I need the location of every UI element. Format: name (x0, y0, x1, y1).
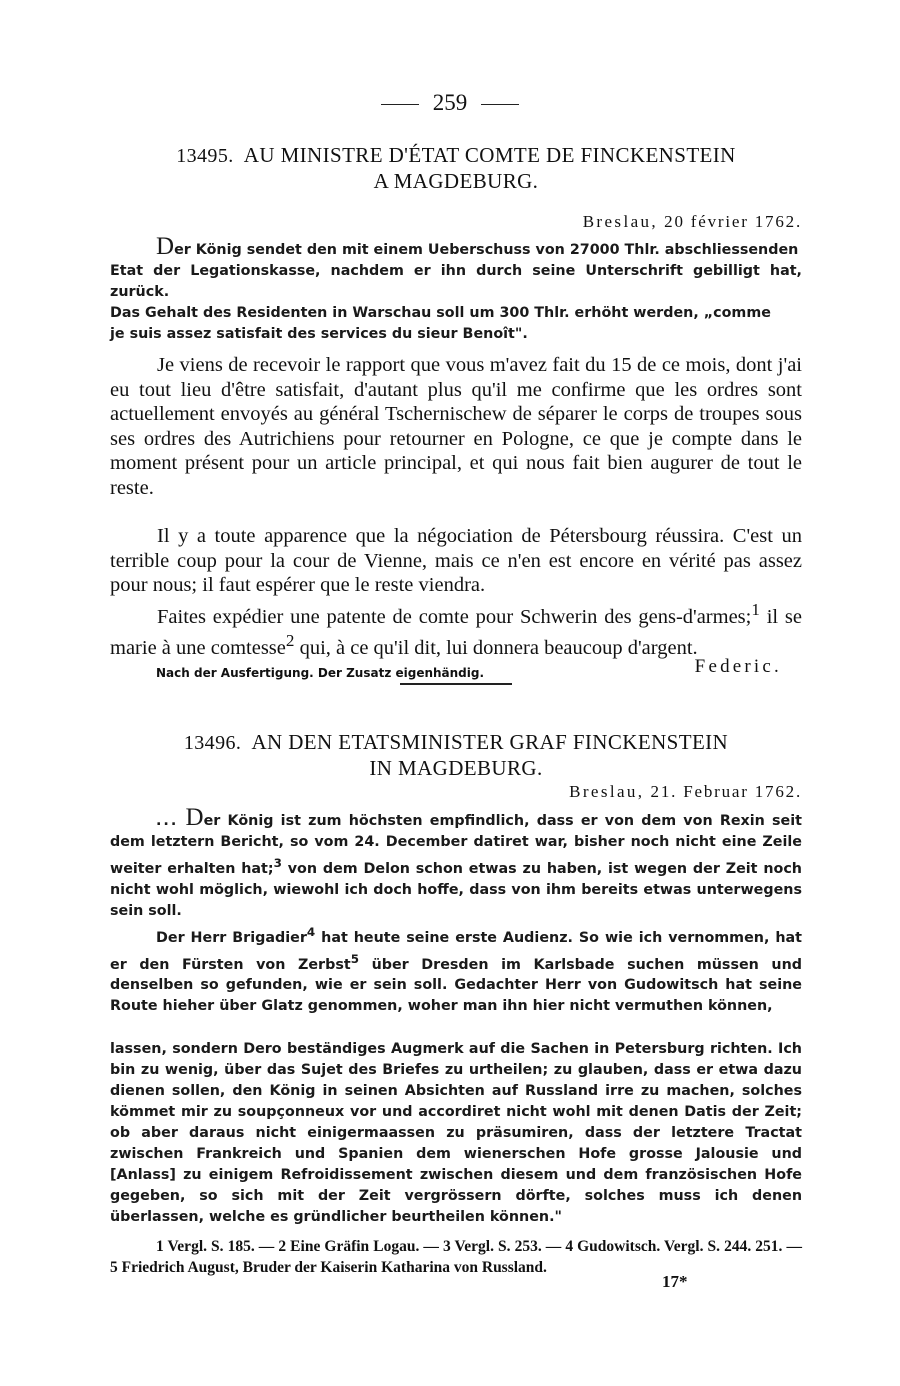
paragraph: Il y a toute apparence que la négociation de Pétersbourg réussira. C'est un terrible coup pour la cour de Vienne, mais ce n'en est encore en vérité pas assez pour nous; il faut espérer que le reste viendra. (110, 525, 802, 596)
footnote-text: 1 Vergl. S. 185. — 2 Eine Gräfin Logau. — 3 Vergl. S. 253. — 4 Gudowitsch. Vergl. S. 244. 251. — 5 Friedrich August, Bruder der Kaiserin Katharina von Russland. (110, 1238, 802, 1277)
letter-title-line1: AN DEN ETATSMINISTER GRAF FINCKENSTEIN (251, 730, 729, 754)
printer-signature: 17* (662, 1272, 688, 1291)
letter-13496 (110, 730, 802, 1278)
header-dash-right (481, 104, 519, 106)
footnote-ref: 1 (751, 599, 760, 619)
paragraph: Je viens de recevoir le rapport que vous m'avez fait du 15 de ce mois, dont j'ai eu tout lieu d'être satisfait, d'autant plus qu'il me confirme que les ordres sont actuellement envoyés au général Tschernischew de séparer le corps de troupes sous ses ordres des Autrichiens pour retourner en Pologne, ce que je compte dans le moment présent pour un article principal, et qui nous fait bien augurer de tout le reste. (110, 354, 802, 499)
page-number: 259 (432, 90, 468, 115)
letter-title-line2: A MAGDEBURG. (373, 169, 539, 193)
letter-date (110, 211, 802, 233)
editorial-summary: Der König sendet den mit einem Ueberschuss von 27000 Thlr. abschliessenden Etat der Legationskasse, nachdem er ihn durch seine Unterschrift gebilligt hat, zurück. Das Gehalt des Residenten in Warschau soll um 300 Thlr. erhöht werden, „comme je suis assez satisfait des services du sieur Benoît". (110, 233, 802, 342)
letter-number: 13496. (183, 732, 242, 754)
letter-title-line2: IN MAGDEBURG. (369, 756, 543, 780)
header-dash-left (381, 104, 419, 106)
section-divider (400, 683, 512, 685)
letter-heading (110, 730, 802, 781)
paragraph: lassen, sondern Dero beständiges Augmerk auf die Sachen in Petersburg richten. Ich bin zu wenig, über das Sujet des Briefes zu urtheilen; zu glauben, dass er etwa dazu dienen sollen, den König in seinen Absichten auf Russland irre zu machen, solches kömmet mir zu soupçonneux vor und accordiret nicht wohl mit denen Datis der Zeit; ob aber daraus nicht einigermaassen zu präsumiren, dass der letztere Tractat zwischen Frankreich und Spanien dem wienerschen Hofe grosse Jalousie und [Anlass] zu einigem Refroidissement zwischen diesem und dem französischen Hofe gegeben, so sich mit der Zeit vergrössern dörfte, solches muss ich denen überlassen, welche es gründlicher beurtheilen können." (110, 1041, 802, 1226)
document-text (110, 804, 802, 1228)
footnote-ref: 3 (273, 856, 282, 870)
letter-heading (110, 143, 802, 194)
letter-date-text: 20 février 1762. (664, 212, 802, 231)
footnotes (110, 1236, 802, 1278)
letter-date (110, 781, 802, 803)
paragraph: ... Der König ist zum höchsten empfindlich, dass er von dem von Rexin seit dem letztern Bericht, so vom 24. December datiret war, bisher noch nicht eine Zeile weiter erhalten hat;$^3$ von dem Delon schon etwas zu haben, ist wegen der Zeit noch nicht wohl möglich, wiewohl ich doch hoffe, dass von ihm bereits etwas unterwegens sein soll. (110, 804, 802, 919)
letter-number: 13495. (176, 145, 234, 167)
footnote-ref: 4 (306, 924, 316, 939)
letter-place: Breslau, (569, 782, 645, 801)
footnote-ref: 2 (285, 630, 295, 650)
paragraph: Der Herr Brigadier$^4$ hat heute seine erste Audienz. So wie ich vernommen, hat er den Fürsten von Zerbst$^5$ über Dresden im Karlsbade suchen müssen und denselben so gefunden, wie er sein soll. Gedachter Herr von Gudowitsch hat seine Route hieher über Glatz genommen, woher man ihn hier nicht vermuthen können, (110, 924, 802, 1015)
footnote-ref: 5 (350, 951, 359, 966)
letter-title-line1: AU MINISTRE D'ÉTAT COMTE DE FINCKENSTEIN (243, 143, 736, 167)
letter-text (110, 353, 802, 660)
signature: Federic. (694, 656, 782, 678)
dropcap: D (185, 804, 204, 831)
page-header (0, 88, 900, 118)
letter-place: Breslau, (582, 212, 659, 231)
letter-13495 (110, 143, 802, 686)
letter-date-text: 21. Februar 1762. (650, 782, 802, 801)
source-note: Nach der Ausfertigung. Der Zusatz eigenhändig. (156, 666, 485, 681)
paragraph: Faites expédier une patente de comte pour Schwerin des gens-d'armes;$^1$ il se marie à une comtesse$^2$ qui, à ce qu'il dit, lui donnera beaucoup d'argent. (110, 599, 802, 659)
dropcap: D (156, 233, 175, 260)
